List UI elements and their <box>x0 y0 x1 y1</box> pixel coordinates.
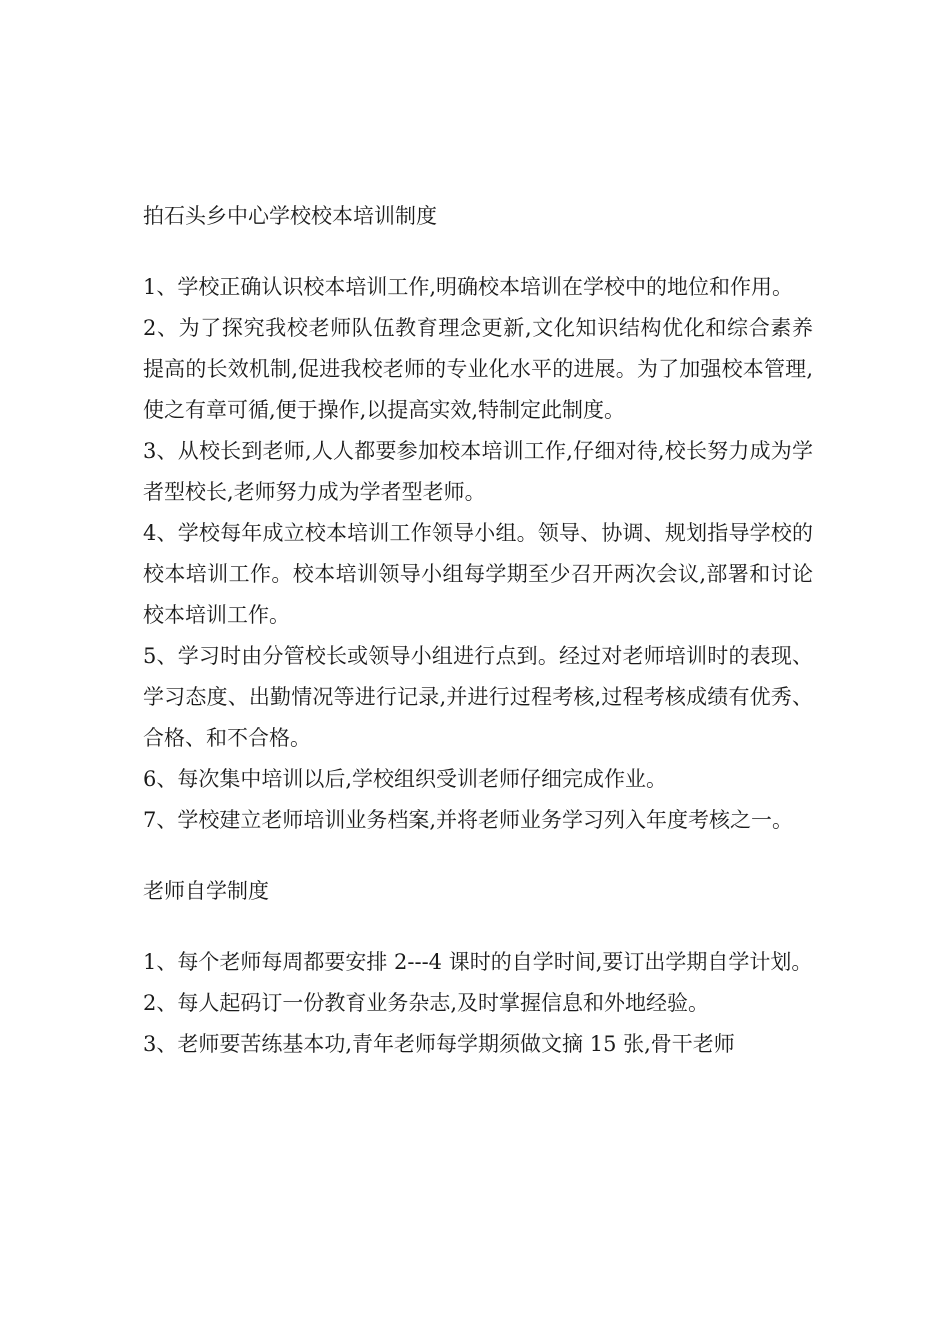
rule-item-4: 4、学校每年成立校本培训工作领导小组。领导、协调、规划指导学校的校本培训工作。校本培训领导小组每学期至少召开两次会议,部署和讨论校本培训工作。 <box>143 521 813 627</box>
rule-item-1: 1、学校正确认识校本培训工作,明确校本培训在学校中的地位和作用。 <box>143 275 794 299</box>
self-study-item-1: 1、每个老师每周都要安排 2---4 课时的自学时间,要订出学期自学计划。 <box>143 950 813 974</box>
rule-item-7: 7、学校建立老师培训业务档案,并将老师业务学习列入年度考核之一。 <box>143 808 794 832</box>
rule-item-3: 3、从校长到老师,人人都要参加校本培训工作,仔细对待,校长努力成为学者型校长,老师努力成为学者型老师。 <box>143 439 813 504</box>
rule-item-5: 5、学习时由分管校长或领导小组进行点到。经过对老师培训时的表现、学习态度、出勤情况等进行记录,并进行过程考核,过程考核成绩有优秀、合格、和不合格。 <box>143 644 813 750</box>
self-study-item-2: 2、每人起码订一份教育业务杂志,及时掌握信息和外地经验。 <box>143 991 710 1015</box>
rule-item-2: 2、为了探究我校老师队伍教育理念更新,文化知识结构优化和综合素养提高的长效机制,促进我校老师的专业化水平的进展。为了加强校本管理,使之有章可循,便于操作,以提高实效,特制定此制度。 <box>143 316 813 422</box>
section-title-training-system: 拍石头乡中心学校校本培训制度 <box>143 204 437 228</box>
document-body <box>143 196 813 1065</box>
section-title-self-study: 老师自学制度 <box>143 879 269 903</box>
self-study-item-3: 3、老师要苦练基本功,青年老师每学期须做文摘 15 张,骨干老师 <box>143 1032 735 1056</box>
rule-item-6: 6、每次集中培训以后,学校组织受训老师仔细完成作业。 <box>143 767 668 791</box>
